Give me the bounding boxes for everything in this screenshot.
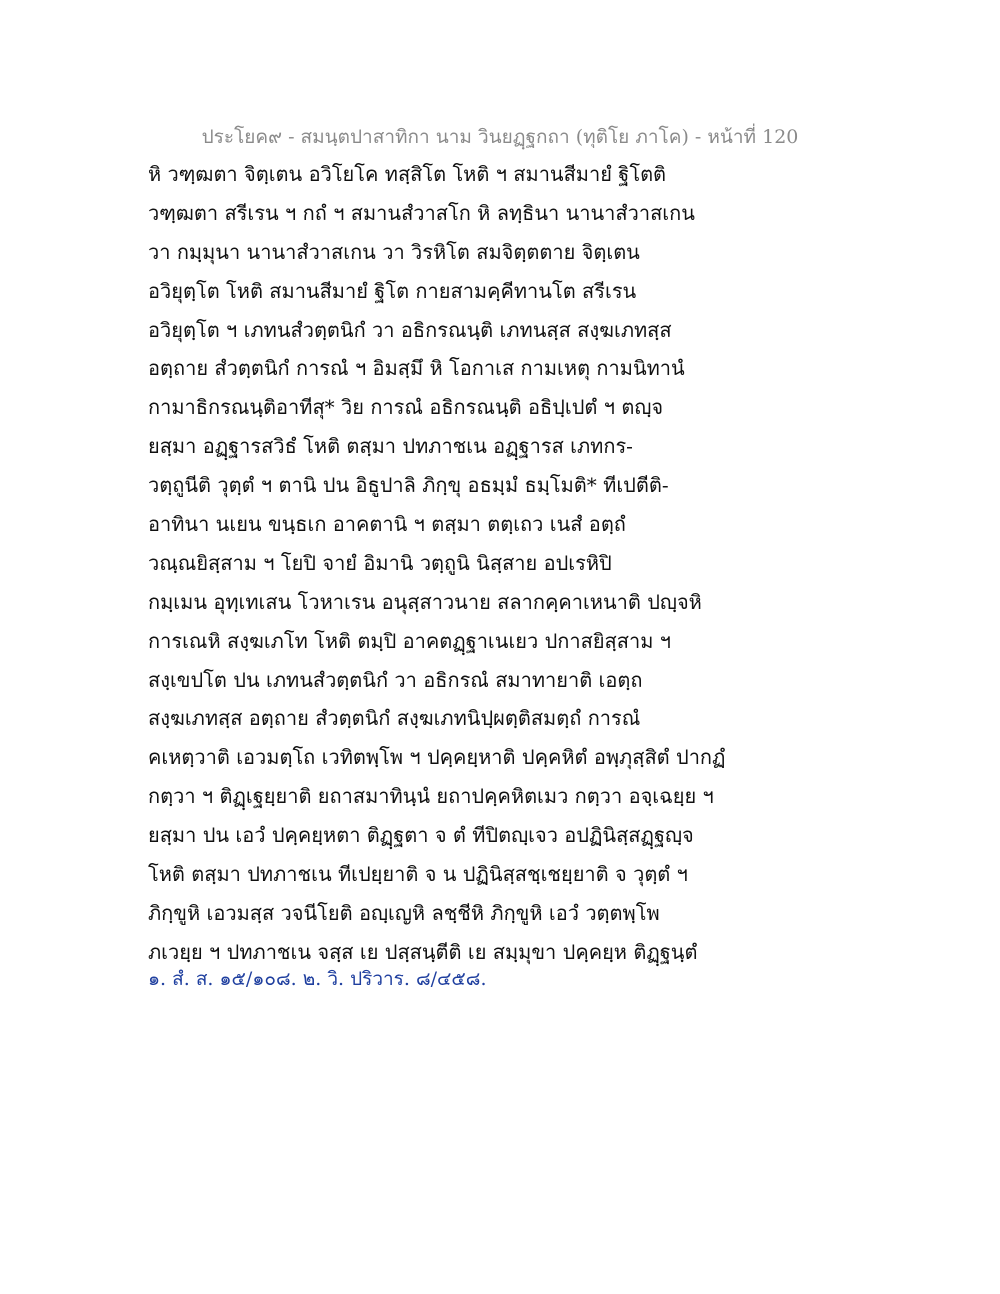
body-line: วา กมฺมุนา นานาสํวาสเกน วา วิรหิโต สมจิตฺตตาย จิตฺเตน [148, 239, 640, 264]
body-line: ยสฺมา ปน เอวํ ปคฺคยฺหตา ติฏฺฐตา จ ตํ ทีปิตญฺเจว อปฏินิสฺสฏฺฐญฺจ [148, 823, 694, 848]
body-line: อตฺถาย สํวตฺตนิกํ การณํ ฯ อิมสฺมึ หิ โอกาเส กามเหตุ กามนิทานํ [148, 356, 685, 381]
body-line: ยสฺมา อฏฺฐารสวิธํ โหติ ตสฺมา ปทภาชเน อฏฺฐารส เภทกร- [148, 434, 633, 459]
body-line: อวิยุตฺโต โหติ สมานสีมายํ ฐิโต กายสามคฺคีทานโต สรีเรน [148, 278, 637, 303]
body-line: อวิยุตฺโต ฯ เภทนสํวตฺตนิกํ วา อธิกรณนฺติ เภทนสฺส สงฺฆเภทสฺส [148, 317, 672, 342]
footnote: ๑. สํ. ส. ๑๕/๑๐๘. ๒. วิ. ปริวาร. ๘/๔๕๘. [148, 968, 487, 990]
body-line: วณฺณยิสฺสาม ฯ โยปิ จายํ อิมานิ วตฺถูนิ นิสฺสาย อปเรหิปิ [148, 550, 612, 575]
body-line: โหติ ตสฺมา ปทภาชเน ทีเปยฺยาติ จ น ปฏินิสฺสชฺเชยฺยาติ จ วุตฺตํ ฯ [148, 862, 688, 887]
body-line: การเณหิ สงฺฆเภโท โหติ ตมฺปิ อาคตฏฺฐาเนเยว ปกาสยิสฺสาม ฯ [148, 628, 671, 653]
body-line: สงฺฆเภทสฺส อตฺถาย สํวตฺตนิกํ สงฺฆเภทนิปฺผตฺติสมตฺถํ การณํ [148, 706, 641, 731]
running-header: ประโยค๙ - สมนฺตปาสาทิกา นาม วินยฏฺฐกถา (ทุติโย ภาโค) - หน้าที่ 120 [201, 126, 799, 148]
body-line: วฑฺฒตา สรีเรน ฯ กถํ ฯ สมานสํวาสโก หิ ลทฺธินา นานาสํวาสเกน [148, 200, 695, 225]
body-line: คเหตฺวาติ เอวมตฺโถ เวทิตพฺโพ ฯ ปคฺคยฺหาติ ปคฺคหิตํ อพฺภุสฺสิตํ ปากฏํ [148, 745, 726, 770]
body-line: ภเวยฺย ฯ ปทภาชเน จสฺส เย ปสฺสนฺตีติ เย สมฺมุขา ปคฺคยฺห ติฏฺฐนฺตํ [148, 939, 698, 964]
body-line: กมฺเมน อุทฺเทเสน โวหาเรน อนุสฺสาวนาย สลากคฺคาเหนาติ ปญฺจหิ [148, 589, 702, 614]
body-line: วตฺถูนีติ วุตฺตํ ฯ ตานิ ปน อิธูปาลิ ภิกฺขุ อธมฺมํ ธมฺโมติ* ทีเปตีติ- [148, 473, 669, 498]
body-line: ภิกฺขูหิ เอวมสฺส วจนีโยติ อญฺเญหิ ลชฺชีหิ ภิกฺขูหิ เอวํ วตฺตพฺโพ [148, 900, 660, 925]
body-line: หิ วฑฺฒตา จิตฺเตน อวิโยโค ทสฺสิโต โหติ ฯ สมานสีมายํ ฐิโตติ [148, 162, 667, 186]
body-text [148, 155, 748, 972]
body-line: กตฺวา ฯ ติฏฺเฐยฺยาติ ยถาสมาทินฺนํ ยถาปคฺคหิตเมว กตฺวา อจฺเฉยฺย ฯ [148, 784, 714, 809]
body-line: อาทินา นเยน ขนฺธเก อาคตานิ ฯ ตสฺมา ตตฺเถว เนสํ อตฺถํ [148, 512, 626, 537]
body-line: สงฺเขปโต ปน เภทนสํวตฺตนิกํ วา อธิกรณํ สมาทายาติ เอตฺถ [148, 667, 643, 692]
body-line: กามาธิกรณนฺติอาทีสุ* วิย การณํ อธิกรณนฺติ อธิปฺเปตํ ฯ ตญฺจ [148, 395, 664, 420]
